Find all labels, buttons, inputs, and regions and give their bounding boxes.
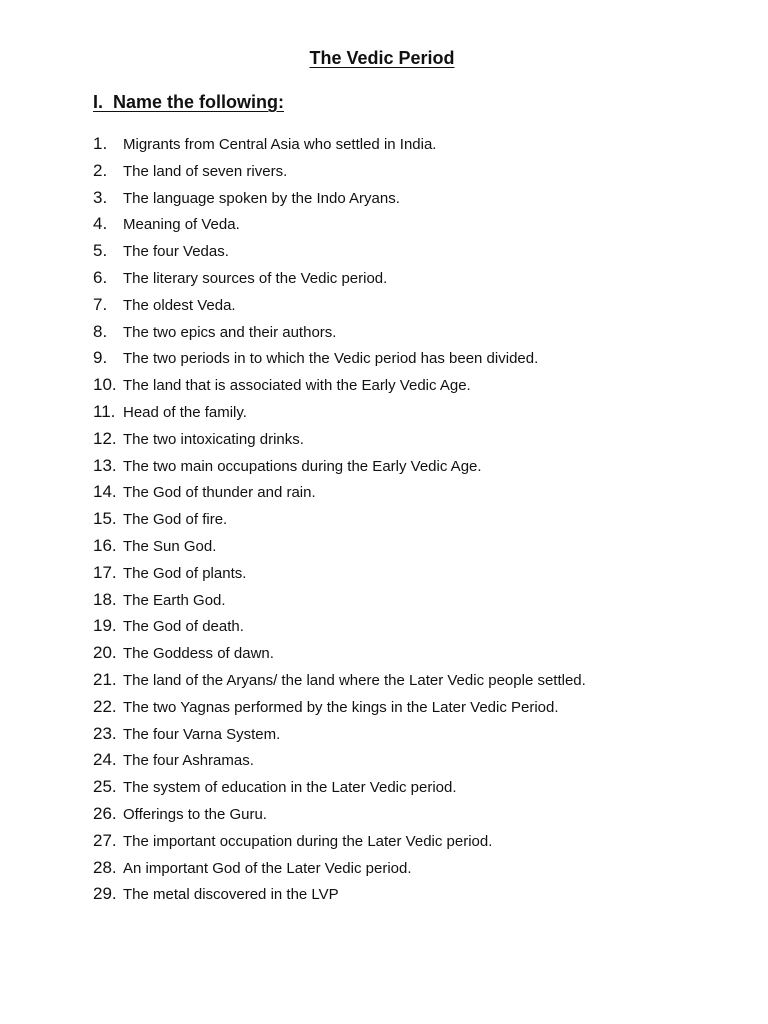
question-number: 15. <box>93 509 117 529</box>
question-item <box>0 722 700 749</box>
question-text: The language spoken by the Indo Aryans. <box>123 189 400 207</box>
question-text: The God of plants. <box>123 564 247 582</box>
question-item <box>0 346 700 373</box>
question-item <box>0 561 700 588</box>
question-text: The God of fire. <box>123 511 228 529</box>
question-text: Head of the family. <box>123 403 247 421</box>
question-number: 11. <box>93 401 116 421</box>
question-number: 16. <box>93 535 117 555</box>
question-text: The four Vedas. <box>123 243 229 261</box>
question-item <box>0 400 700 427</box>
question-text: The literary sources of the Vedic period. <box>123 269 388 287</box>
question-text: The land of the Aryans/ the land where the Later Vedic people settled. <box>123 671 586 689</box>
question-text: The two Yagnas performed by the kings in the Later Vedic Period. <box>123 698 559 716</box>
question-item <box>0 534 700 561</box>
question-item <box>0 775 700 802</box>
question-item <box>0 802 700 829</box>
question-text: The two epics and their authors. <box>123 323 337 341</box>
question-number: 2. <box>93 160 108 180</box>
question-item <box>0 427 700 454</box>
question-number: 26. <box>93 803 117 823</box>
question-item <box>0 614 700 641</box>
question-number: 7. <box>93 294 108 314</box>
question-number: 18. <box>93 589 117 609</box>
question-item <box>0 829 700 856</box>
question-item <box>0 454 700 481</box>
question-number: 8. <box>93 321 108 341</box>
question-number: 27. <box>93 830 117 850</box>
question-text: The two intoxicating drinks. <box>123 430 304 448</box>
question-text: The God of thunder and rain. <box>123 484 316 502</box>
question-number: 12. <box>93 428 117 448</box>
question-item <box>0 695 700 722</box>
question-item <box>0 239 700 266</box>
question-number: 3. <box>93 187 108 207</box>
question-text: The Goddess of dawn. <box>123 645 274 663</box>
question-number: 21. <box>93 669 117 689</box>
question-item <box>0 748 700 775</box>
question-text: The land of seven rivers. <box>123 162 288 180</box>
question-number: 9. <box>93 348 108 368</box>
question-text: Migrants from Central Asia who settled in India. <box>123 136 437 153</box>
question-text: The four Ashramas. <box>123 752 254 770</box>
question-number: 5. <box>93 241 108 261</box>
question-text: The God of death. <box>123 618 244 636</box>
question-number: 29. <box>93 884 117 904</box>
question-item <box>0 588 700 615</box>
question-text: The oldest Veda. <box>123 296 236 314</box>
question-number: 17. <box>93 562 117 582</box>
question-list <box>0 132 700 909</box>
question-text: The land that is associated with the Early Vedic Age. <box>123 377 471 395</box>
question-text: The system of education in the Later Vedic period. <box>123 779 457 797</box>
question-text: The metal discovered in the LVP <box>123 886 339 904</box>
question-text: The two periods in to which the Vedic period has been divided. <box>123 350 539 368</box>
question-item <box>0 373 700 400</box>
question-text: Offerings to the Guru. <box>123 805 267 823</box>
question-item <box>0 293 700 320</box>
question-text: The important occupation during the Later Vedic period. <box>123 832 493 850</box>
question-item <box>0 668 700 695</box>
question-text: Meaning of Veda. <box>123 216 240 234</box>
question-text: An important God of the Later Vedic period. <box>123 859 412 877</box>
question-number: 1. <box>93 134 108 153</box>
question-number: 19. <box>93 616 117 636</box>
question-number: 28. <box>93 857 117 877</box>
question-item <box>0 882 700 909</box>
question-item <box>0 641 700 668</box>
question-number: 10. <box>93 375 117 395</box>
question-item <box>0 480 700 507</box>
question-item <box>0 266 700 293</box>
question-item <box>0 856 700 883</box>
question-text: The Earth God. <box>123 591 226 609</box>
question-item <box>0 212 700 239</box>
question-number: 4. <box>93 214 108 234</box>
question-item <box>0 186 700 213</box>
question-item <box>0 159 700 186</box>
question-number: 13. <box>93 455 117 475</box>
section-heading: I. Name the following: <box>93 92 285 112</box>
question-text: The two main occupations during the Early Vedic Age. <box>123 457 482 475</box>
question-number: 23. <box>93 723 117 743</box>
question-number: 24. <box>93 750 117 770</box>
question-item <box>0 132 700 159</box>
question-number: 22. <box>93 696 117 716</box>
question-number: 20. <box>93 643 117 663</box>
question-item <box>0 507 700 534</box>
question-number: 6. <box>93 267 108 287</box>
page-title: The Vedic Period <box>309 48 455 68</box>
question-item <box>0 320 700 347</box>
question-number: 25. <box>93 777 117 797</box>
question-text: The Sun God. <box>123 537 217 555</box>
question-text: The four Varna System. <box>123 725 281 743</box>
question-number: 14. <box>93 482 117 502</box>
